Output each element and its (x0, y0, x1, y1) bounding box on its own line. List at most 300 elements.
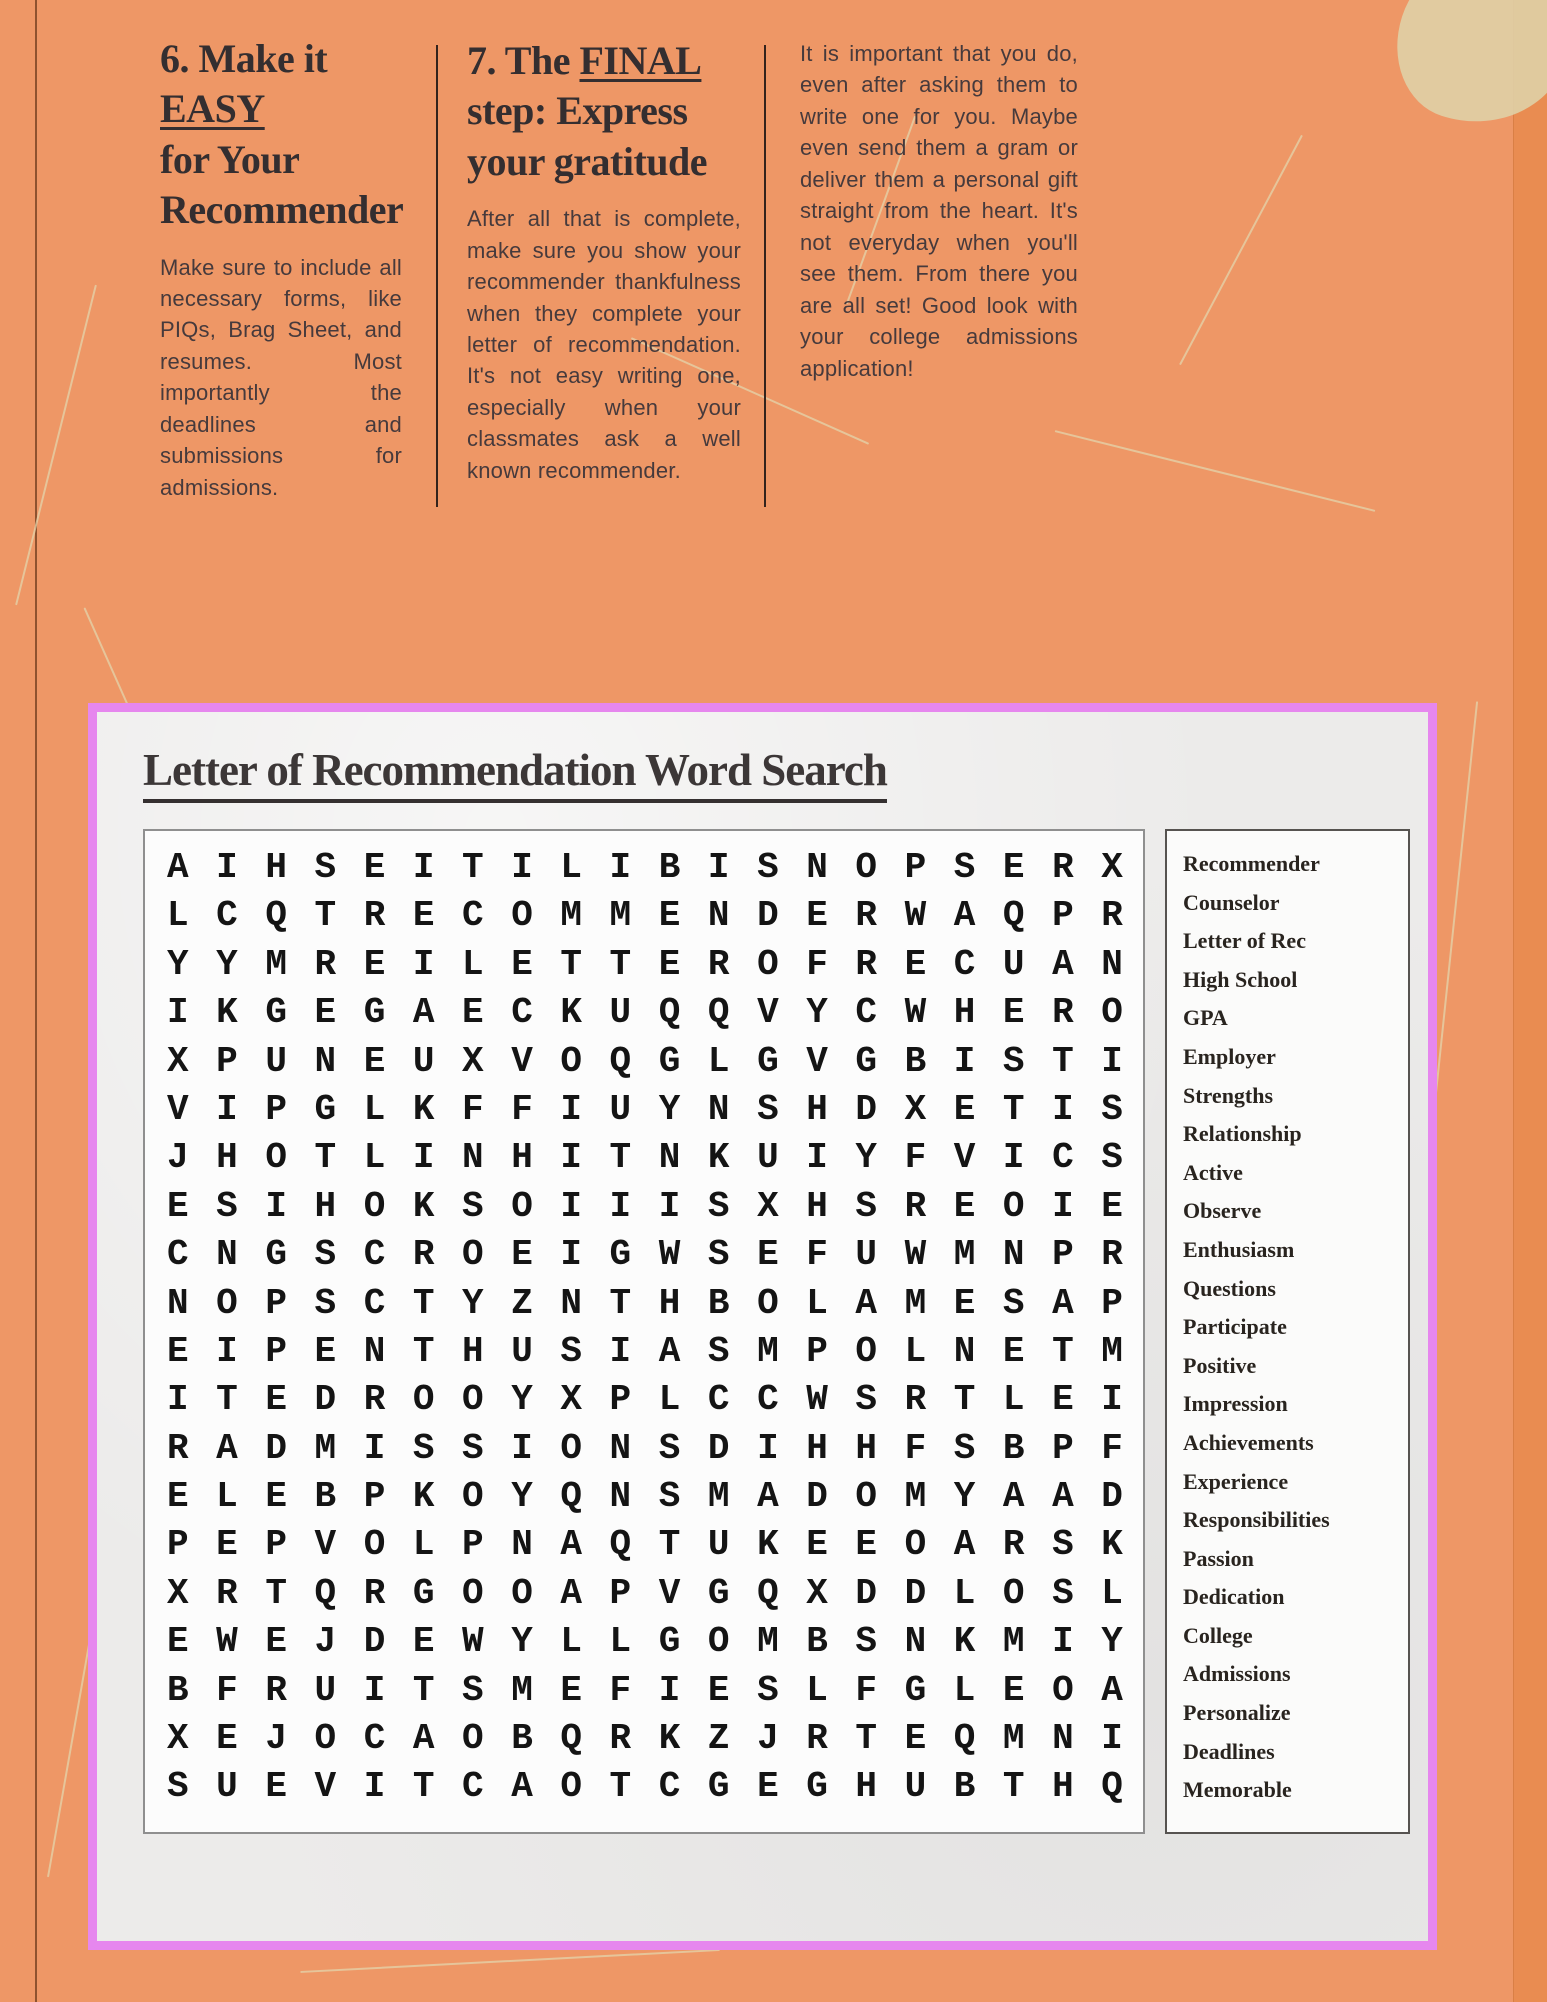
grid-letter: L (658, 1379, 681, 1421)
grid-letter: G (314, 1088, 337, 1130)
grid-letter: A (953, 895, 976, 937)
grid-letter: O (462, 1718, 484, 1760)
grid-row (167, 989, 1123, 1037)
grid-letter: R (855, 895, 878, 937)
grid-letter: K (560, 992, 582, 1034)
grid-letter: M (707, 1476, 730, 1518)
grid-letter: D (757, 895, 779, 937)
grid-letter: S (757, 1669, 779, 1711)
grid-letter: A (855, 1282, 878, 1324)
grid-letter: K (953, 1621, 976, 1663)
wordsearch-panel (88, 703, 1437, 1950)
grid-letter: V (953, 1137, 976, 1179)
grid-letter: Z (707, 1718, 730, 1760)
grid-letter: O (560, 1040, 582, 1082)
grid-letter: N (609, 1427, 632, 1469)
grid-letter: Y (1101, 1621, 1123, 1663)
grid-letter: U (757, 1137, 779, 1179)
grid-letter: U (265, 1040, 287, 1082)
grid-letter: I (560, 1234, 582, 1276)
grid-letter: X (462, 1040, 484, 1082)
grid-letter: L (806, 1282, 828, 1324)
grid-letter: M (609, 895, 632, 937)
grid-letter: I (216, 847, 238, 888)
grid-row (167, 1473, 1123, 1521)
grid-letter: I (658, 1185, 681, 1227)
word-list-item: Experience (1183, 1468, 1289, 1494)
grid-letter: I (265, 1185, 287, 1227)
grid-letter: G (658, 1621, 681, 1663)
grid-letter: T (462, 847, 484, 888)
grid-letter: I (363, 1427, 386, 1469)
word-list-item: GPA (1183, 1005, 1228, 1031)
grid-letter: I (412, 943, 435, 985)
grid-letter: O (216, 1282, 238, 1324)
grid-letter: U (707, 1524, 730, 1566)
grid-row (167, 1134, 1123, 1182)
grid-letter: N (1052, 1718, 1074, 1760)
grid-letter: G (904, 1669, 927, 1711)
grid-letter: T (609, 1766, 632, 1808)
grid-letter: C (167, 1234, 189, 1276)
column-divider (436, 45, 438, 507)
grid-letter: E (757, 1234, 779, 1276)
grid-row (167, 1715, 1123, 1763)
grid-letter: L (560, 847, 582, 888)
column-divider (764, 45, 766, 507)
grid-letter: M (511, 1669, 533, 1711)
grid-letter: L (707, 1040, 730, 1082)
word-list-item: Enthusiasm (1183, 1236, 1295, 1262)
grid-letter: N (707, 895, 730, 937)
grid-letter: B (511, 1718, 533, 1760)
grid-letter: E (658, 895, 681, 937)
grid-letter: E (216, 1718, 238, 1760)
grid-letter: O (1002, 1185, 1025, 1227)
grid-letter: S (560, 1330, 582, 1372)
word-list-item: Participate (1183, 1314, 1287, 1340)
grid-row (167, 1570, 1123, 1618)
grid-letter: I (658, 1669, 681, 1711)
grid-letter: I (1002, 1137, 1025, 1179)
grid-letter: E (904, 943, 927, 985)
grid-letter: W (658, 1234, 681, 1276)
grid-letter: I (167, 992, 189, 1034)
grid-letter: K (412, 1088, 435, 1130)
word-list-item: College (1183, 1622, 1253, 1648)
grid-letter: Y (216, 943, 238, 985)
grid-letter: T (1052, 1040, 1074, 1082)
grid-letter: Q (560, 1718, 582, 1760)
word-list-item: Impression (1183, 1391, 1288, 1417)
grid-letter: L (167, 895, 189, 937)
grid-letter: S (658, 1427, 681, 1469)
grid-letter: T (1002, 1088, 1025, 1130)
grid-letter: L (806, 1669, 828, 1711)
grid-row (167, 1667, 1123, 1715)
grid-letter: A (1052, 943, 1074, 985)
grid-letter: H (1052, 1766, 1074, 1808)
grid-letter: E (167, 1185, 189, 1227)
grid-letter: O (904, 1524, 927, 1566)
grid-letter: F (806, 1234, 828, 1276)
grid-letter: P (1101, 1282, 1123, 1324)
grid-letter: A (412, 992, 435, 1034)
grid-letter: S (462, 1669, 484, 1711)
grid-letter: P (265, 1330, 287, 1372)
grid-letter: E (314, 992, 337, 1034)
grid-letter: U (609, 1088, 632, 1130)
grid-letter: M (757, 1330, 779, 1372)
grid-letter: L (560, 1621, 582, 1663)
grid-letter: I (609, 1330, 632, 1372)
grid-letter: S (707, 1185, 730, 1227)
grid-letter: O (511, 1572, 533, 1614)
grid-letter: R (314, 943, 337, 985)
grid-letter: R (1002, 1524, 1025, 1566)
article-body: It is important that you do, even after asking them to write one for you. Maybe even send them a gram or deliver them a personal gift straight from the heart. It's not everyday when you'll see them. From there you are all set! Good look with your college admissions application! (800, 41, 1078, 381)
grid-letter: A (658, 1330, 681, 1372)
grid-letter: B (904, 1040, 927, 1082)
grid-letter: A (953, 1524, 976, 1566)
grid-letter: T (855, 1718, 878, 1760)
grid-letter: C (363, 1718, 386, 1760)
grid-letter: N (216, 1234, 238, 1276)
grid-letter: S (707, 1234, 730, 1276)
grid-letter: R (806, 1718, 828, 1760)
grid-letter: N (904, 1621, 927, 1663)
grid-letter: S (314, 847, 337, 888)
grid-letter: N (314, 1040, 337, 1082)
grid-letter: G (363, 992, 386, 1034)
grid-letter: C (462, 895, 484, 937)
word-list-item: Recommender (1183, 851, 1320, 876)
grid-letter: O (1052, 1669, 1074, 1711)
grid-letter: S (1002, 1040, 1025, 1082)
grid-letter: D (806, 1476, 828, 1518)
grid-letter: O (560, 1427, 582, 1469)
grid-letter: P (609, 1379, 632, 1421)
grid-letter: I (511, 847, 533, 888)
grid-letter: E (314, 1330, 337, 1372)
word-list-item: Employer (1183, 1043, 1276, 1069)
grid-letter: E (953, 1185, 976, 1227)
word-list-item: Passion (1183, 1545, 1254, 1571)
word-list-item: Strengths (1183, 1082, 1274, 1108)
grid-letter: V (658, 1572, 681, 1614)
grid-letter: S (855, 1621, 878, 1663)
grid-letter: S (953, 1427, 976, 1469)
grid-letter: U (511, 1330, 533, 1372)
grid-letter: N (658, 1137, 681, 1179)
grid-letter: P (462, 1524, 484, 1566)
grid-letter: W (904, 895, 927, 937)
grid-letter: L (363, 1088, 386, 1130)
grid-letter: P (806, 1330, 828, 1372)
word-list-item: Questions (1183, 1275, 1276, 1301)
grid-letter: O (462, 1379, 484, 1421)
grid-letter: V (314, 1524, 337, 1566)
grid-letter: A (167, 847, 189, 888)
grid-letter: H (511, 1137, 533, 1179)
grid-letter: I (609, 1185, 632, 1227)
grid-letter: E (1002, 1330, 1025, 1372)
grid-letter: S (757, 1088, 779, 1130)
article-heading: 7. The FINAL step: Express your gratitude (467, 38, 708, 184)
word-list-item: Active (1183, 1159, 1243, 1185)
grid-letter: M (953, 1234, 976, 1276)
grid-letter: X (167, 1040, 189, 1082)
grid-letter: M (1002, 1718, 1025, 1760)
grid-letter: V (511, 1040, 533, 1082)
grid-letter: E (363, 1040, 386, 1082)
grid-letter: W (216, 1621, 238, 1663)
grid-letter: I (216, 1330, 238, 1372)
grid-letter: X (167, 1572, 189, 1614)
grid-letter: G (265, 992, 287, 1034)
grid-row (167, 1618, 1123, 1666)
grid-letter: P (265, 1282, 287, 1324)
article-closing (800, 38, 1078, 384)
grid-letter: R (265, 1669, 287, 1711)
grid-letter: T (412, 1330, 435, 1372)
grid-letter: M (904, 1282, 927, 1324)
grid-letter: E (265, 1621, 287, 1663)
grid-letter: N (462, 1137, 484, 1179)
grid-letter: O (265, 1137, 287, 1179)
grid-letter: J (265, 1718, 287, 1760)
grid-letter: Q (314, 1572, 337, 1614)
grid-letter: N (363, 1330, 386, 1372)
word-list-item: High School (1183, 966, 1298, 992)
grid-letter: L (216, 1476, 238, 1518)
grid-row (167, 1376, 1123, 1424)
grid-letter: Q (757, 1572, 779, 1614)
grid-letter: Q (707, 992, 730, 1034)
grid-letter: L (953, 1669, 976, 1711)
grid-letter: X (1101, 847, 1123, 888)
word-list-item: Counselor (1183, 889, 1280, 915)
grid-letter: R (1052, 847, 1074, 888)
grid-letter: Y (511, 1621, 533, 1663)
grid-letter: V (757, 992, 779, 1034)
grid-letter: O (757, 1282, 779, 1324)
grid-letter: I (806, 1137, 828, 1179)
grid-letter: K (216, 992, 238, 1034)
grid-letter: E (707, 1669, 730, 1711)
grid-letter: K (1101, 1524, 1123, 1566)
grid-letter: D (314, 1379, 337, 1421)
grid-letter: N (560, 1282, 582, 1324)
grid-letter: B (1002, 1427, 1025, 1469)
wordsearch-grid (143, 829, 1145, 1834)
grid-row (167, 941, 1123, 989)
grid-letter: E (658, 943, 681, 985)
grid-letter: W (904, 1234, 927, 1276)
grid-letter: G (806, 1766, 828, 1808)
grid-letter: G (265, 1234, 287, 1276)
grid-letter: J (757, 1718, 779, 1760)
grid-letter: R (855, 943, 878, 985)
grid-letter: R (904, 1379, 927, 1421)
grid-letter: I (167, 1379, 189, 1421)
grid-letter: A (757, 1476, 779, 1518)
grid-letter: R (904, 1185, 927, 1227)
grid-letter: S (412, 1427, 435, 1469)
article-heading: 6. Make it EASY for Your Recommender (160, 36, 404, 233)
grid-letter: E (1052, 1379, 1074, 1421)
grid-letter: L (363, 1137, 386, 1179)
grid-letter: C (511, 992, 533, 1034)
grid-letter: G (707, 1766, 730, 1808)
grid-letter: H (314, 1185, 337, 1227)
grid-letter: L (953, 1572, 976, 1614)
grid-letter: B (167, 1669, 189, 1711)
grid-letter: L (904, 1330, 927, 1372)
grid-letter: B (953, 1766, 976, 1808)
grid-letter: U (412, 1040, 435, 1082)
grid-letter: D (707, 1427, 730, 1469)
grid-letter: Y (806, 992, 828, 1034)
grid-letter: E (1101, 1185, 1123, 1227)
grid-letter: F (904, 1427, 927, 1469)
grid-letter: I (1052, 1621, 1074, 1663)
grid-letter: R (216, 1572, 238, 1614)
grid-letter: P (265, 1088, 287, 1130)
scratch-line (1055, 430, 1376, 512)
grid-row (167, 1328, 1123, 1376)
grid-letter: T (609, 943, 632, 985)
grid-letter: A (412, 1718, 435, 1760)
grid-letter: S (707, 1330, 730, 1372)
scratch-line (15, 285, 97, 606)
grid-letter: H (855, 1766, 878, 1808)
grid-letter: E (216, 1524, 238, 1566)
grid-row (167, 892, 1123, 940)
grid-letter: E (412, 895, 435, 937)
grid-letter: O (855, 1476, 878, 1518)
grid-letter: X (904, 1088, 927, 1130)
grid-letter: E (265, 1766, 287, 1808)
grid-letter: I (1101, 1379, 1123, 1421)
grid-letter: G (609, 1234, 632, 1276)
grid-letter: C (707, 1379, 730, 1421)
grid-letter: Y (658, 1088, 681, 1130)
grid-letter: K (757, 1524, 779, 1566)
grid-letter: P (1052, 895, 1074, 937)
grid-letter: H (855, 1427, 878, 1469)
grid-letter: L (462, 943, 484, 985)
grid-letter: A (511, 1766, 533, 1808)
grid-letter: T (412, 1669, 435, 1711)
word-list-item: Responsibilities (1183, 1507, 1330, 1533)
grid-letter: O (1002, 1572, 1025, 1614)
grid-letter: E (806, 1524, 828, 1566)
grid-letter: E (953, 1282, 976, 1324)
grid-letter: F (1101, 1427, 1123, 1469)
grid-row (167, 1086, 1123, 1134)
grid-letter: I (363, 1669, 386, 1711)
grid-letter: I (560, 1137, 582, 1179)
grid-letter: V (167, 1088, 189, 1130)
grid-letter: R (1101, 895, 1123, 937)
grid-letter: Y (167, 943, 189, 985)
grid-letter: E (806, 895, 828, 937)
grid-letter: F (462, 1088, 484, 1130)
grid-letter: E (265, 1476, 287, 1518)
grid-letter: F (904, 1137, 927, 1179)
grid-letter: S (855, 1185, 878, 1227)
grid-letter: S (1101, 1137, 1123, 1179)
grid-row (167, 844, 1123, 892)
word-list-item: Relationship (1183, 1121, 1302, 1147)
grid-letter: Y (511, 1476, 533, 1518)
grid-letter: N (707, 1088, 730, 1130)
left-edge-line (35, 0, 37, 2002)
grid-letter: P (609, 1572, 632, 1614)
grid-letter: Y (953, 1476, 976, 1518)
grid-letter: A (216, 1427, 238, 1469)
grid-letter: C (363, 1234, 386, 1276)
grid-letter: D (363, 1621, 386, 1663)
grid-letter: O (363, 1185, 386, 1227)
grid-letter: I (1101, 1718, 1123, 1760)
grid-letter: T (412, 1282, 435, 1324)
grid-row (167, 1521, 1123, 1569)
grid-letter: O (757, 943, 779, 985)
grid-letter: I (216, 1088, 238, 1130)
grid-letter: N (609, 1476, 632, 1518)
grid-letter: U (1002, 943, 1025, 985)
grid-letter: G (855, 1040, 878, 1082)
grid-letter: D (1101, 1476, 1123, 1518)
grid-letter: I (1101, 1040, 1123, 1082)
wordsearch-word-list (1165, 829, 1410, 1834)
grid-letter: P (1052, 1427, 1074, 1469)
grid-letter: I (1052, 1185, 1074, 1227)
grid-letter: T (658, 1524, 681, 1566)
grid-letter: E (167, 1621, 189, 1663)
grid-letter: E (167, 1476, 189, 1518)
grid-letter: F (855, 1669, 878, 1711)
grid-letter: W (904, 992, 927, 1034)
grid-letter: C (757, 1379, 779, 1421)
grid-letter: B (707, 1282, 730, 1324)
grid-letter: V (806, 1040, 828, 1082)
grid-letter: S (953, 847, 976, 888)
grid-row (167, 1038, 1123, 1086)
grid-letter: Z (511, 1282, 533, 1324)
grid-letter: Y (462, 1282, 484, 1324)
grid-letter: O (560, 1766, 582, 1808)
grid-letter: T (560, 943, 582, 985)
word-list-item: Memorable (1183, 1777, 1292, 1803)
grid-letter: V (314, 1766, 337, 1808)
grid-letter: O (707, 1621, 730, 1663)
grid-letter: X (560, 1379, 582, 1421)
grid-letter: K (412, 1476, 435, 1518)
grid-letter: P (265, 1524, 287, 1566)
grid-letter: D (904, 1572, 927, 1614)
grid-letter: S (658, 1476, 681, 1518)
right-edge-strip (1513, 0, 1547, 2002)
grid-letter: M (904, 1476, 927, 1518)
grid-letter: Y (855, 1137, 878, 1179)
grid-letter: J (314, 1621, 337, 1663)
grid-row (167, 1183, 1123, 1231)
grid-letter: P (216, 1040, 238, 1082)
grid-letter: L (1101, 1572, 1123, 1614)
